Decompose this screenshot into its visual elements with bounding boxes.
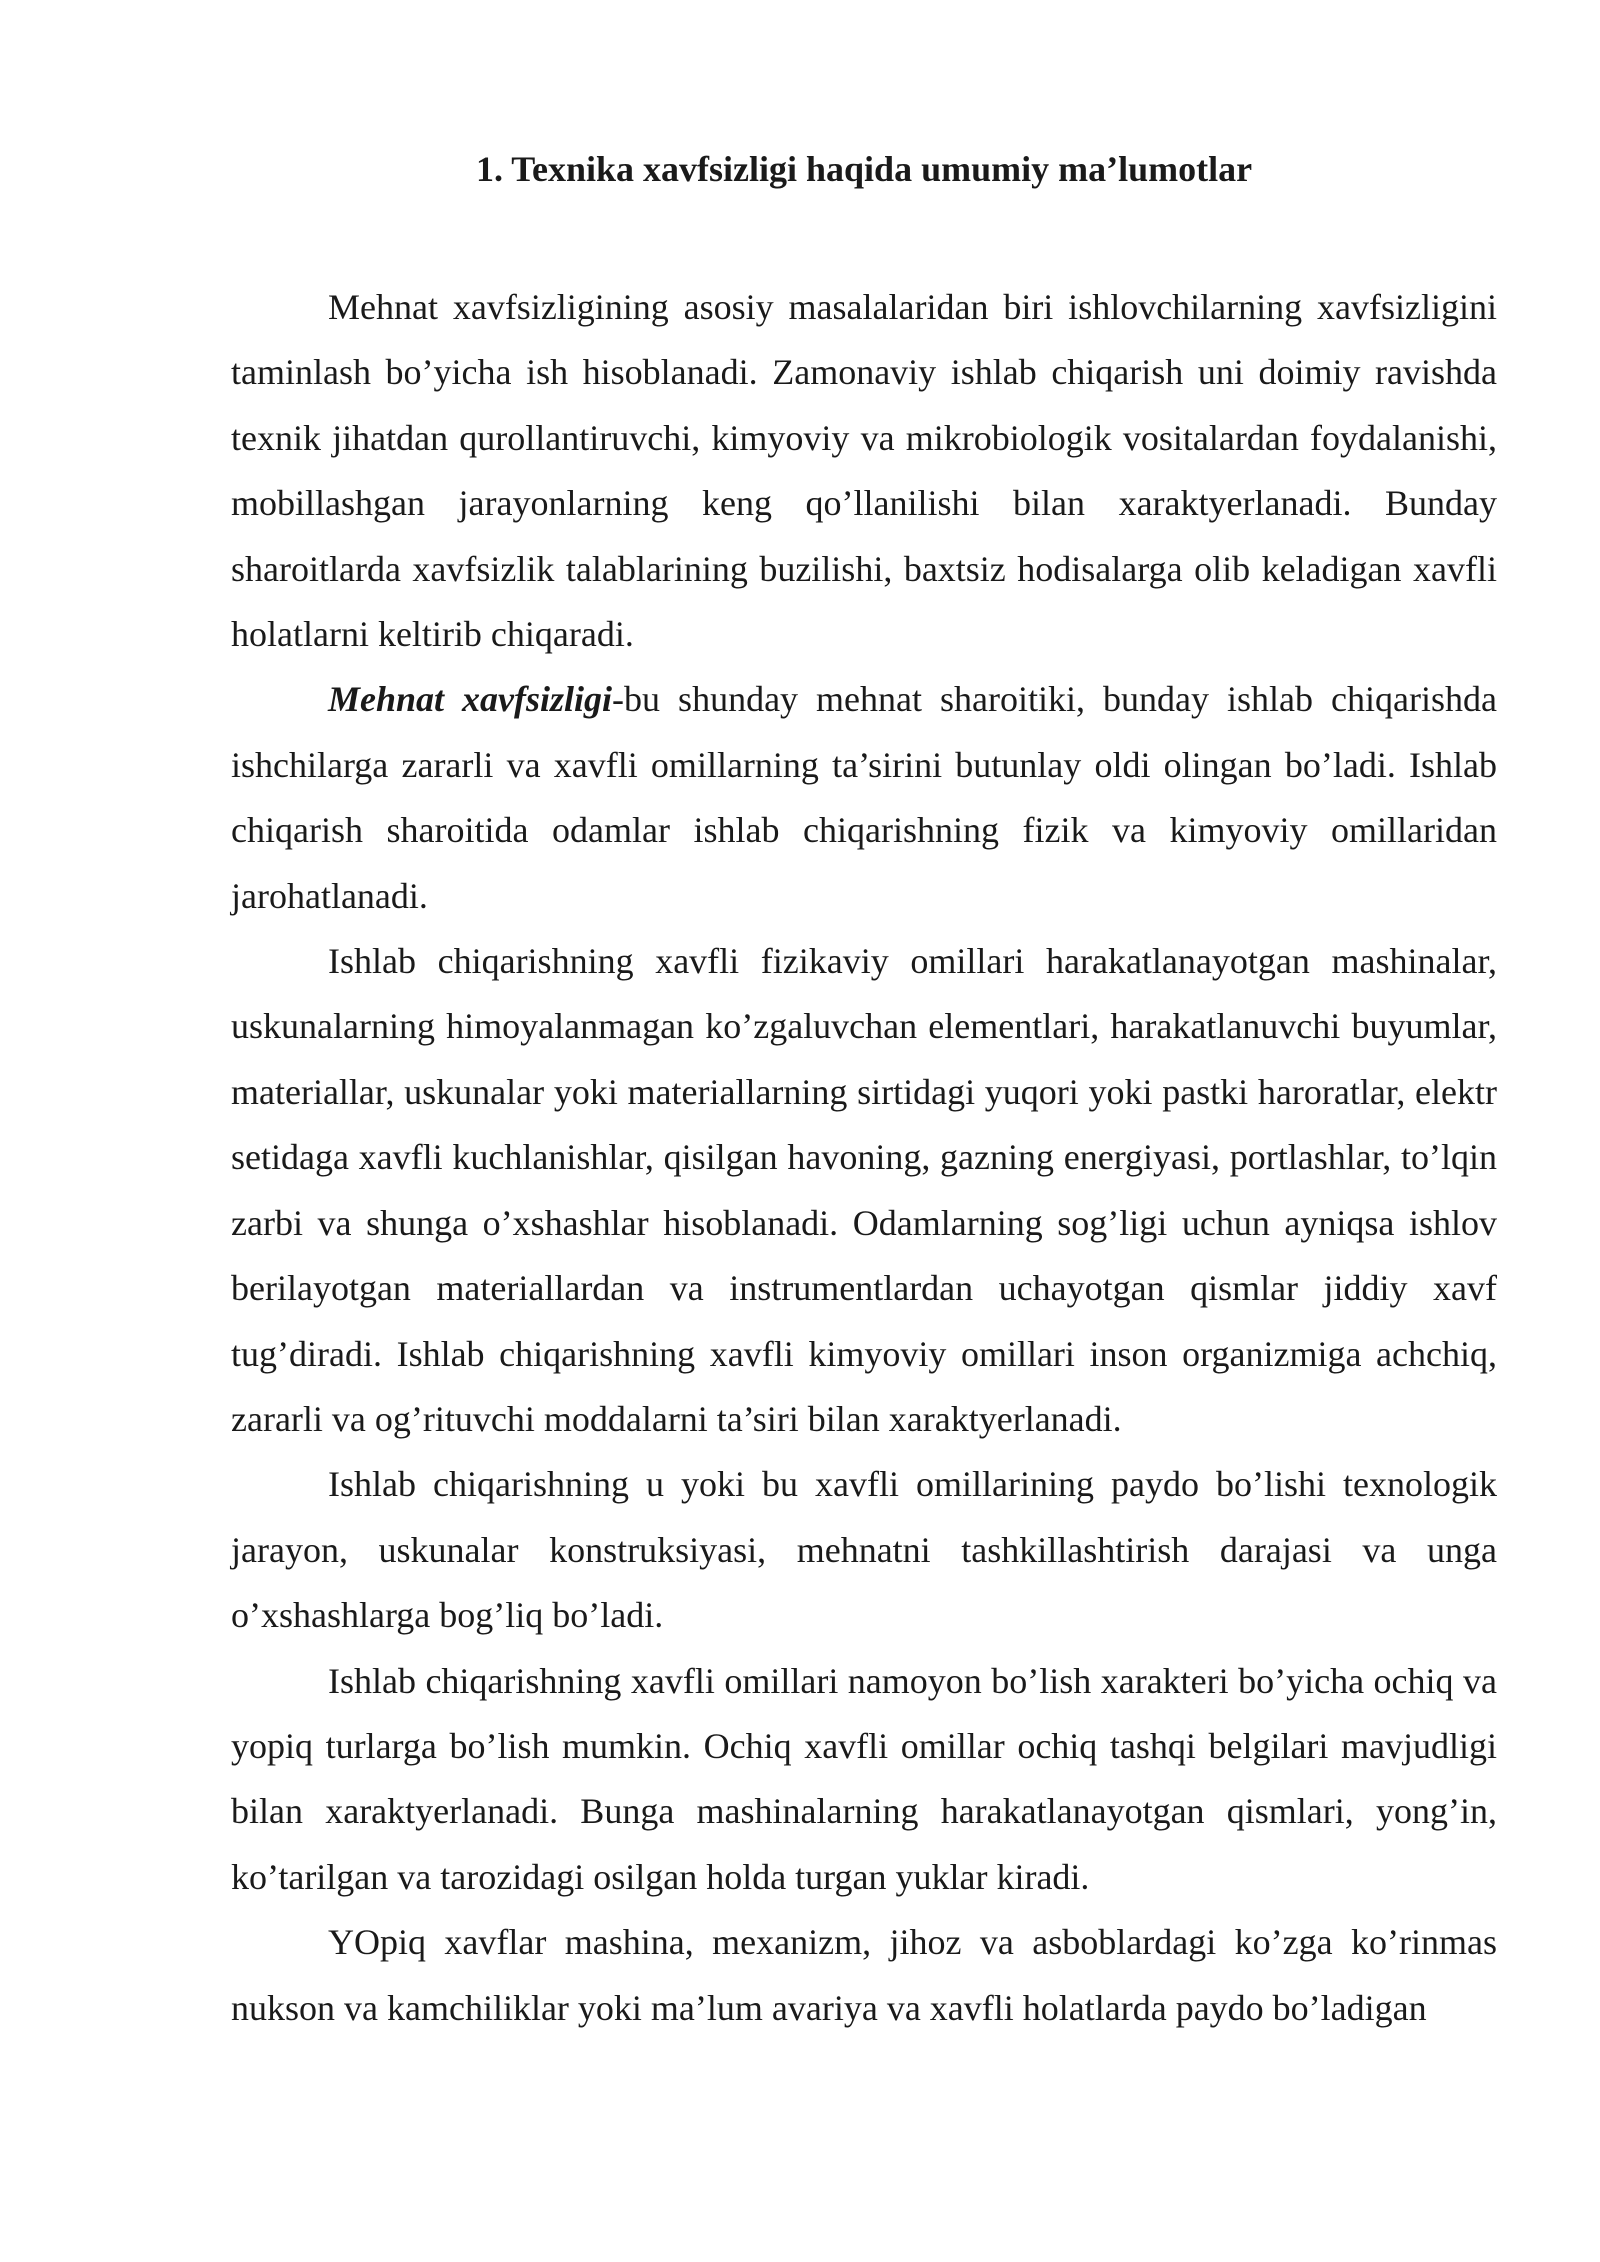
page-title: 1. Texnika xavfsizligi haqida umumiy ma’lumotlar (475, 149, 1253, 189)
paragraph-2-text: -bu shunday mehnat sharoitiki, bunday ishlab chiqarishda ishchilarga zararli va xavfli omillarning ta’sirini butunlay oldi olingan bo’ladi. Ishlab chiqarish sharoitida odamlar ishlab chiqarishning fizik va kimyoviy omillaridan jarohatlanadi. (231, 679, 1497, 916)
paragraph-1: Mehnat xavfsizligining asosiy masalalaridan biri ishlovchilarning xavfsizligini taminlash bo’yicha ish hisoblanadi. Zamonaviy ishlab chiqarish uni doimiy ravishda texnik jihatdan qurollantiruvchi, kimyoviy va mikrobiologik vositalardan foydalanishi, mobillashgan jarayonlarning keng qo’llanilishi bilan xaraktyerlanadi. Bunday sharoitlarda xavfsizlik talablarining buzilishi, baxtsiz hodisalarga olib keladigan xavfli holatlarni keltirib chiqaradi. (231, 287, 1497, 655)
body-text (231, 275, 1497, 2041)
paragraph-5: Ishlab chiqarishning xavfli omillari namoyon bo’lish xarakteri bo’yicha ochiq va yopiq turlarga bo’lish mumkin. Ochiq xavfli omillar ochiq tashqi belgilari mavjudligi bilan xaraktyerlanadi. Bunga mashinalarning harakatlanayotgan qismlari, yong’in, ko’tarilgan va tarozidagi osilgan holda turgan yuklar kiradi. (231, 1660, 1497, 1897)
defined-term: Mehnat xavfsizligi (328, 679, 613, 720)
paragraph-3: Ishlab chiqarishning xavfli fizikaviy omillari harakatlanayotgan mashinalar, uskunalarning himoyalanmagan ko’zgaluvchan elementlari, harakatlanuvchi buyumlar, materiallar, uskunalar yoki materiallarning sirtidagi yuqori yoki pastki haroratlar, elektr setidaga xavfli kuchlanishlar, qisilgan havoning, gazning energiyasi, portlashlar, to’lqin zarbi va shunga o’xshashlar hisoblanadi. Odamlarning sog’ligi uchun ayniqsa ishlov berilayotgan materiallardan va instrumentlardan uchayotgan qismlar jiddiy xavf tug’diradi. Ishlab chiqarishning xavfli kimyoviy omillari inson organizmiga achchiq, zararli va og’rituvchi moddalarni ta’siri bilan xaraktyerlanadi. (231, 941, 1497, 1439)
paragraph-6: YOpiq xavflar mashina, mexanizm, jihoz va asboblardagi ko’zga ko’rinmas nukson va kamchiliklar yoki ma’lum avariya va xavfli holatlarda paydo bo’ladigan (231, 1922, 1497, 2028)
paragraph-4: Ishlab chiqarishning u yoki bu xavfli omillarining paydo bo’lishi texnologik jarayon, uskunalar konstruksiyasi, mehnatni tashkillashtirish darajasi va unga o’xshashlarga bog’liq bo’ladi. (231, 1464, 1497, 1636)
page-content (231, 145, 1497, 2041)
paragraph-2 (231, 667, 1497, 929)
